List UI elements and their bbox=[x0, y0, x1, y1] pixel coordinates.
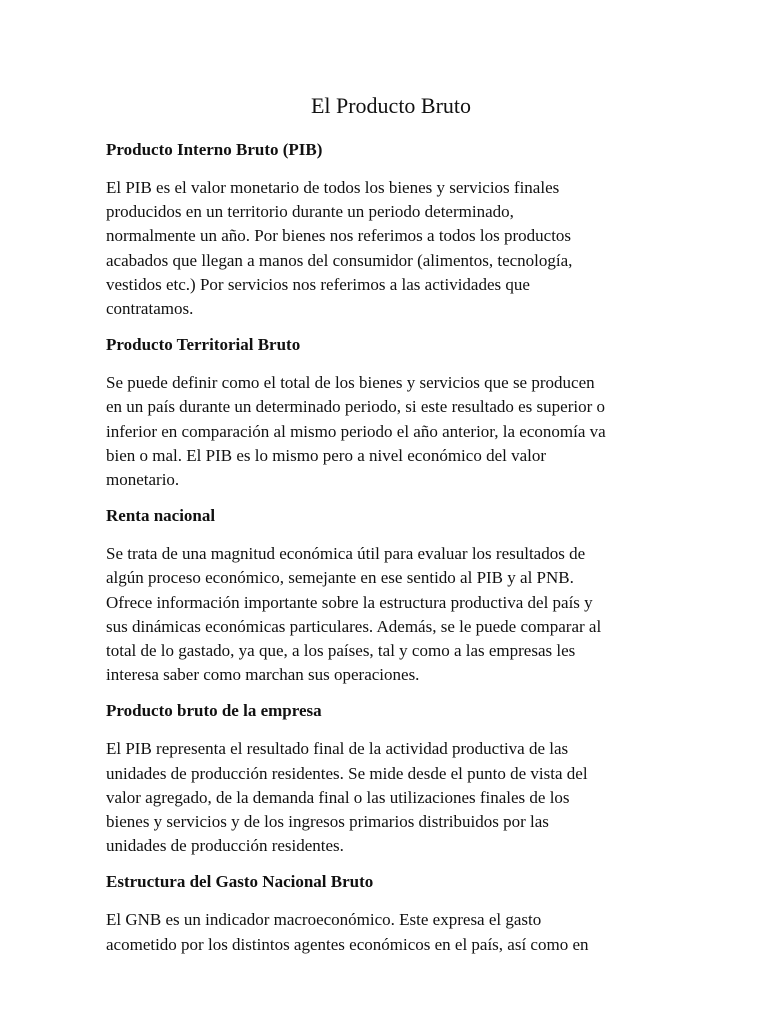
section-producto-territorial bbox=[106, 333, 676, 492]
section-heading: Producto Territorial Bruto bbox=[106, 335, 301, 355]
paragraph-line: El PIB es el valor monetario de todos los bienes y servicios finales bbox=[106, 178, 560, 197]
paragraph-line: en un país durante un determinado periodo, si este resultado es superior o bbox=[106, 397, 606, 417]
section-producto-empresa bbox=[106, 699, 676, 858]
paragraph-line: bienes y servicios y de los ingresos primarios distribuidos por las bbox=[106, 812, 549, 832]
paragraph-line: sus dinámicas económicas particulares. Además, se le puede comparar al bbox=[106, 616, 602, 636]
section-heading: Producto Interno Bruto (PIB) bbox=[106, 140, 323, 159]
paragraph-line: valor agregado, de la demanda final o las utilizaciones finales de los bbox=[106, 787, 570, 807]
paragraph-line: interesa saber como marchan sus operaciones. bbox=[106, 665, 420, 685]
paragraph-line: vestidos etc.) Por servicios nos referimos a las actividades que bbox=[106, 274, 530, 294]
paragraph-line: monetario. bbox=[106, 470, 180, 490]
document-page bbox=[106, 88, 676, 957]
paragraph-line: producidos en un territorio durante un periodo determinado, bbox=[106, 202, 514, 222]
section-heading: Producto bruto de la empresa bbox=[106, 701, 322, 721]
section-renta-nacional bbox=[106, 504, 676, 687]
paragraph-line: unidades de producción residentes. bbox=[106, 836, 344, 856]
section-paragraph bbox=[106, 737, 676, 858]
paragraph-line: Se puede definir como el total de los bienes y servicios que se producen bbox=[106, 373, 595, 393]
paragraph-line: inferior en comparación al mismo periodo el año anterior, la economía va bbox=[106, 421, 606, 441]
document-title: El Producto Bruto bbox=[310, 93, 472, 118]
paragraph-line: acabados que llegan a manos del consumidor (alimentos, tecnología, bbox=[106, 250, 573, 270]
paragraph-line: acometido por los distintos agentes económicos en el país, así como en bbox=[106, 934, 589, 954]
section-paragraph bbox=[106, 908, 676, 956]
paragraph-line: El GNB es un indicador macroeconómico. Este expresa el gasto bbox=[106, 910, 542, 930]
paragraph-line: total de lo gastado, ya que, a los países, tal y como a las empresas les bbox=[106, 641, 576, 661]
section-heading: Renta nacional bbox=[106, 506, 216, 526]
section-paragraph bbox=[106, 542, 676, 687]
section-paragraph bbox=[106, 176, 676, 321]
section-paragraph bbox=[106, 371, 676, 492]
paragraph-line: normalmente un año. Por bienes nos referimos a todos los productos bbox=[106, 226, 572, 246]
paragraph-line: unidades de producción residentes. Se mide desde el punto de vista del bbox=[106, 763, 588, 783]
paragraph-line: El PIB representa el resultado final de la actividad productiva de las bbox=[106, 739, 569, 759]
paragraph-line: bien o mal. El PIB es lo mismo pero a nivel económico del valor bbox=[106, 445, 547, 465]
section-gasto-nacional bbox=[106, 870, 676, 956]
paragraph-line: contratamos. bbox=[106, 299, 194, 319]
paragraph-line: algún proceso económico, semejante en ese sentido al PIB y al PNB. bbox=[106, 568, 574, 588]
paragraph-line: Ofrece información importante sobre la estructura productiva del país y bbox=[106, 592, 593, 612]
section-heading: Estructura del Gasto Nacional Bruto bbox=[106, 872, 374, 892]
paragraph-line: Se trata de una magnitud económica útil para evaluar los resultados de bbox=[106, 544, 586, 564]
section-pib bbox=[106, 138, 676, 321]
